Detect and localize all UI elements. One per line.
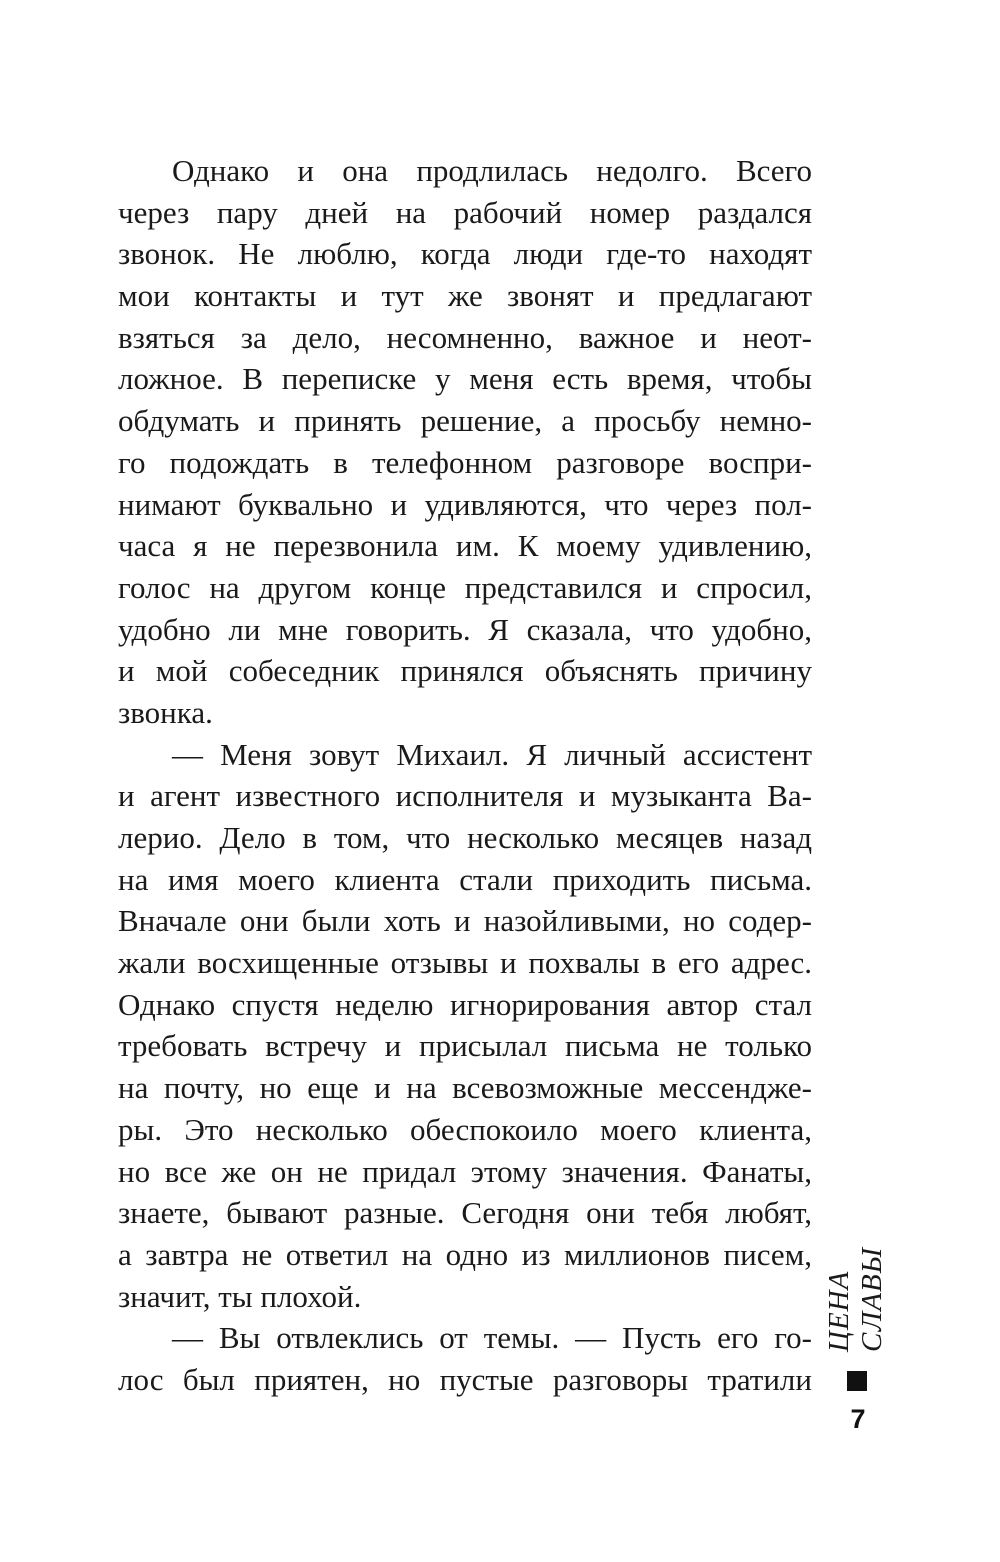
page-number: 7 — [850, 1404, 866, 1434]
text-line: ры. Это несколько обеспокоило моего клиента, — [118, 1111, 812, 1147]
text-line: мои контакты и тут же звонят и предлагают — [118, 278, 812, 314]
text-line: и агент известного исполнителя и музыканта Ва- — [118, 778, 812, 814]
text-line: Вначале они были хоть и назойливыми, но содер- — [118, 903, 812, 939]
text-line: го подождать в телефонном разговоре воспри- — [118, 444, 812, 480]
text-line: лерио. Дело в том, что несколько месяцев назад — [118, 820, 812, 855]
square-marker-icon — [847, 1371, 867, 1391]
text-line: значит, ты плохой. — [118, 1278, 362, 1314]
text-line: а завтра не ответил на одно из миллионов писем, — [118, 1236, 812, 1272]
text-line: жали восхищенные отзывы и похвалы в его адрес. — [118, 945, 812, 981]
text-line: Однако спустя неделю игнорирования автор стал — [118, 986, 812, 1022]
text-line: требовать встречу и присылал письма не только — [118, 1028, 812, 1064]
text-line: — Меня зовут Михаил. Я личный ассистент — [172, 736, 812, 772]
body-text — [118, 150, 812, 1401]
text-line: лос был приятен, но пустые разговоры тратили — [118, 1361, 812, 1397]
text-line: на имя моего клиента стали приходить письма. — [118, 861, 812, 897]
text-line: взяться за дело, несомненно, важное и неот- — [118, 319, 812, 355]
text-line: голос на другом конце представился и спросил, — [118, 569, 812, 605]
text-line: звонка. — [118, 694, 213, 730]
text-line: ложное. В переписке у меня есть время, чтобы — [118, 361, 812, 397]
text-line: — Вы отвлеклись от темы. — Пусть его го- — [172, 1320, 812, 1356]
text-line: но все же он не придал этому значения. Фанаты, — [118, 1153, 812, 1189]
running-title: ЦЕНА СЛАВЫ — [823, 1246, 888, 1352]
text-line: часа я не перезвонила им. К моему удивлению, — [118, 528, 812, 564]
text-line: знаете, бывают разные. Сегодня они тебя любят, — [118, 1195, 812, 1231]
text-line: нимают буквально и удивляются, что через пол- — [118, 486, 812, 522]
text-line: удобно ли мне говорить. Я сказала, что удобно, — [118, 611, 812, 647]
text-line: Однако и она продлилась недолго. Всего — [172, 153, 812, 188]
text-line: звонок. Не люблю, когда люди где-то находят — [118, 236, 812, 272]
text-line: через пару дней на рабочий номер раздался — [118, 194, 812, 230]
text-line: обдумать и принять решение, а просьбу немно- — [118, 403, 812, 439]
text-line: на почту, но еще и на всевозможные мессендже- — [118, 1070, 812, 1106]
text-line: и мой собеседник принялся объяснять причину — [118, 653, 812, 689]
